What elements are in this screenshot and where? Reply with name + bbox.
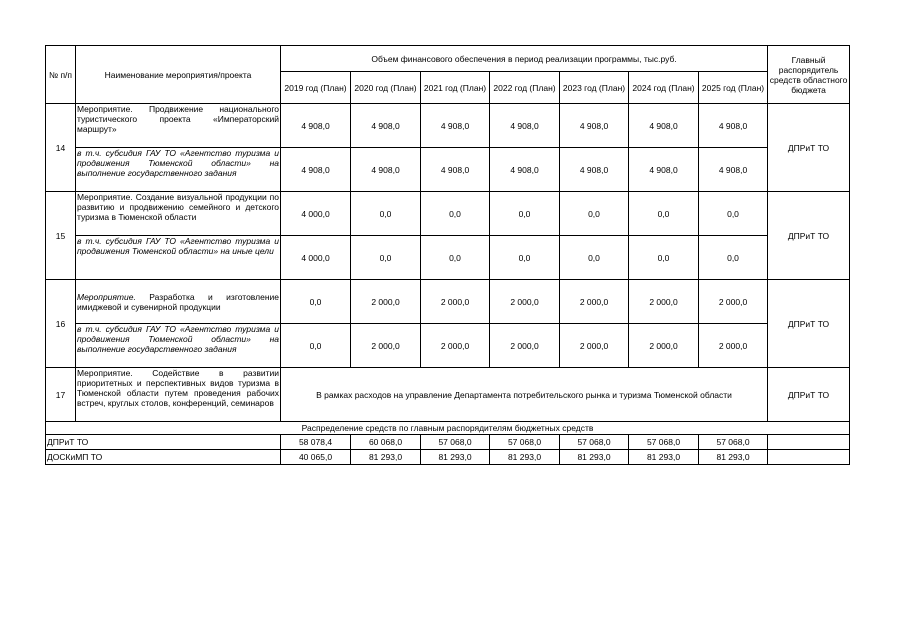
value-cell: 4 000,0 [281,236,351,280]
value-cell: 57 068,0 [560,435,629,450]
header-year: 2019 год (План) [281,72,351,104]
header-distributor: Главный распорядитель средств областного бюджета [768,46,850,104]
value-cell: 81 293,0 [699,450,768,465]
value-cell: 4 908,0 [560,104,629,148]
header-row-1 [46,46,850,72]
value-cell: 2 000,0 [629,280,699,324]
value-cell: 0,0 [560,192,629,236]
value-cell: 2 000,0 [490,280,560,324]
funding-table [45,45,850,465]
value-cell: 4 908,0 [421,148,490,192]
row-number: 15 [46,192,76,280]
activity-name [76,280,281,324]
header-year: 2025 год (План) [699,72,768,104]
value-cell: 2 000,0 [560,324,629,368]
value-cell: 0,0 [560,236,629,280]
value-cell: 2 000,0 [421,324,490,368]
header-funding: Объем финансового обеспечения в период реализации программы, тыс.руб. [281,46,768,72]
subsidy-name: в т.ч. субсидия ГАУ ТО «Агентство туризма и продвижения Тюменской области» на выполнение государственного задания [76,324,281,368]
distribution-row [46,450,850,465]
value-cell: 57 068,0 [699,435,768,450]
distributor-cell: ДПРиТ ТО [768,368,850,422]
distribution-title: Распределение средств по главным распорядителям бюджетных средств [46,422,850,435]
value-cell: 2 000,0 [490,324,560,368]
distributor-name: ДОСКиМП ТО [46,450,281,465]
table-row [46,324,850,368]
value-cell: 2 000,0 [699,324,768,368]
value-cell: 0,0 [629,192,699,236]
value-cell: 0,0 [490,236,560,280]
value-cell: 2 000,0 [421,280,490,324]
value-cell: 2 000,0 [699,280,768,324]
header-year: 2020 год (План) [351,72,421,104]
value-cell: 4 908,0 [281,104,351,148]
distribution-row [46,435,850,450]
value-cell: 0,0 [490,192,560,236]
header-num: № п/п [46,46,76,104]
header-year: 2024 год (План) [629,72,699,104]
activity-prefix: Мероприятие. [77,291,136,302]
empty-cell [768,435,850,450]
row-number: 16 [46,280,76,368]
activity-name: Мероприятие. Продвижение национального туристического проекта «Императорский маршрут» [76,104,281,148]
value-cell: 2 000,0 [629,324,699,368]
value-cell: 81 293,0 [421,450,490,465]
value-cell: 0,0 [629,236,699,280]
activity-name: Мероприятие. Содействие в развитии приоритетных и перспективных видов туризма в Тюменской области путем проведения рабочих встреч, круглых столов, конференций, семинаров [76,368,281,422]
value-cell: 2 000,0 [351,280,421,324]
value-cell: 2 000,0 [351,324,421,368]
distributor-cell: ДПРиТ ТО [768,104,850,192]
table-row [46,104,850,148]
distributor-cell: ДПРиТ ТО [768,280,850,368]
value-cell: 4 000,0 [281,192,351,236]
row-number: 17 [46,368,76,422]
value-cell: 0,0 [281,280,351,324]
value-cell: 0,0 [699,192,768,236]
value-cell: 4 908,0 [351,104,421,148]
value-cell: 0,0 [421,192,490,236]
value-cell: 4 908,0 [490,148,560,192]
activity-name: Мероприятие. Создание визуальной продукции по развитию и продвижению семейного и детского туризма в Тюменской области [76,192,281,236]
value-cell: 0,0 [281,324,351,368]
value-cell: 4 908,0 [490,104,560,148]
table-row [46,368,850,422]
header-year: 2023 год (План) [560,72,629,104]
subsidy-name: в т.ч. субсидия ГАУ ТО «Агентство туризма и продвижения Тюменской области» на иные цели [76,236,281,280]
empty-cell [768,450,850,465]
table-row [46,280,850,324]
value-cell: 4 908,0 [421,104,490,148]
value-cell: 4 908,0 [629,104,699,148]
management-note: В рамках расходов на управление Департамента потребительского рынка и туризма Тюменской области [281,368,768,422]
value-cell: 60 068,0 [351,435,421,450]
value-cell: 4 908,0 [629,148,699,192]
header-year: 2021 год (План) [421,72,490,104]
value-cell: 57 068,0 [421,435,490,450]
value-cell: 4 908,0 [351,148,421,192]
subsidy-name: в т.ч. субсидия ГАУ ТО «Агентство туризма и продвижения Тюменской области» на выполнение государственного задания [76,148,281,192]
value-cell: 81 293,0 [629,450,699,465]
value-cell: 4 908,0 [281,148,351,192]
activity-text: Разработка и изготовление имиджевой и сувенирной продукции [77,291,279,312]
value-cell: 4 908,0 [699,104,768,148]
distributor-name: ДПРиТ ТО [46,435,281,450]
value-cell: 81 293,0 [351,450,421,465]
value-cell: 81 293,0 [560,450,629,465]
header-year: 2022 год (План) [490,72,560,104]
value-cell: 58 078,4 [281,435,351,450]
value-cell: 40 065,0 [281,450,351,465]
table-row [46,148,850,192]
value-cell: 0,0 [351,236,421,280]
value-cell: 2 000,0 [560,280,629,324]
value-cell: 4 908,0 [699,148,768,192]
distributor-cell: ДПРиТ ТО [768,192,850,280]
value-cell: 0,0 [351,192,421,236]
value-cell: 0,0 [421,236,490,280]
value-cell: 81 293,0 [490,450,560,465]
row-number: 14 [46,104,76,192]
value-cell: 57 068,0 [629,435,699,450]
table-row [46,192,850,236]
value-cell: 4 908,0 [560,148,629,192]
table-row [46,236,850,280]
header-name: Наименование мероприятия/проекта [76,46,281,104]
value-cell: 57 068,0 [490,435,560,450]
value-cell: 0,0 [699,236,768,280]
distribution-title-row [46,422,850,435]
